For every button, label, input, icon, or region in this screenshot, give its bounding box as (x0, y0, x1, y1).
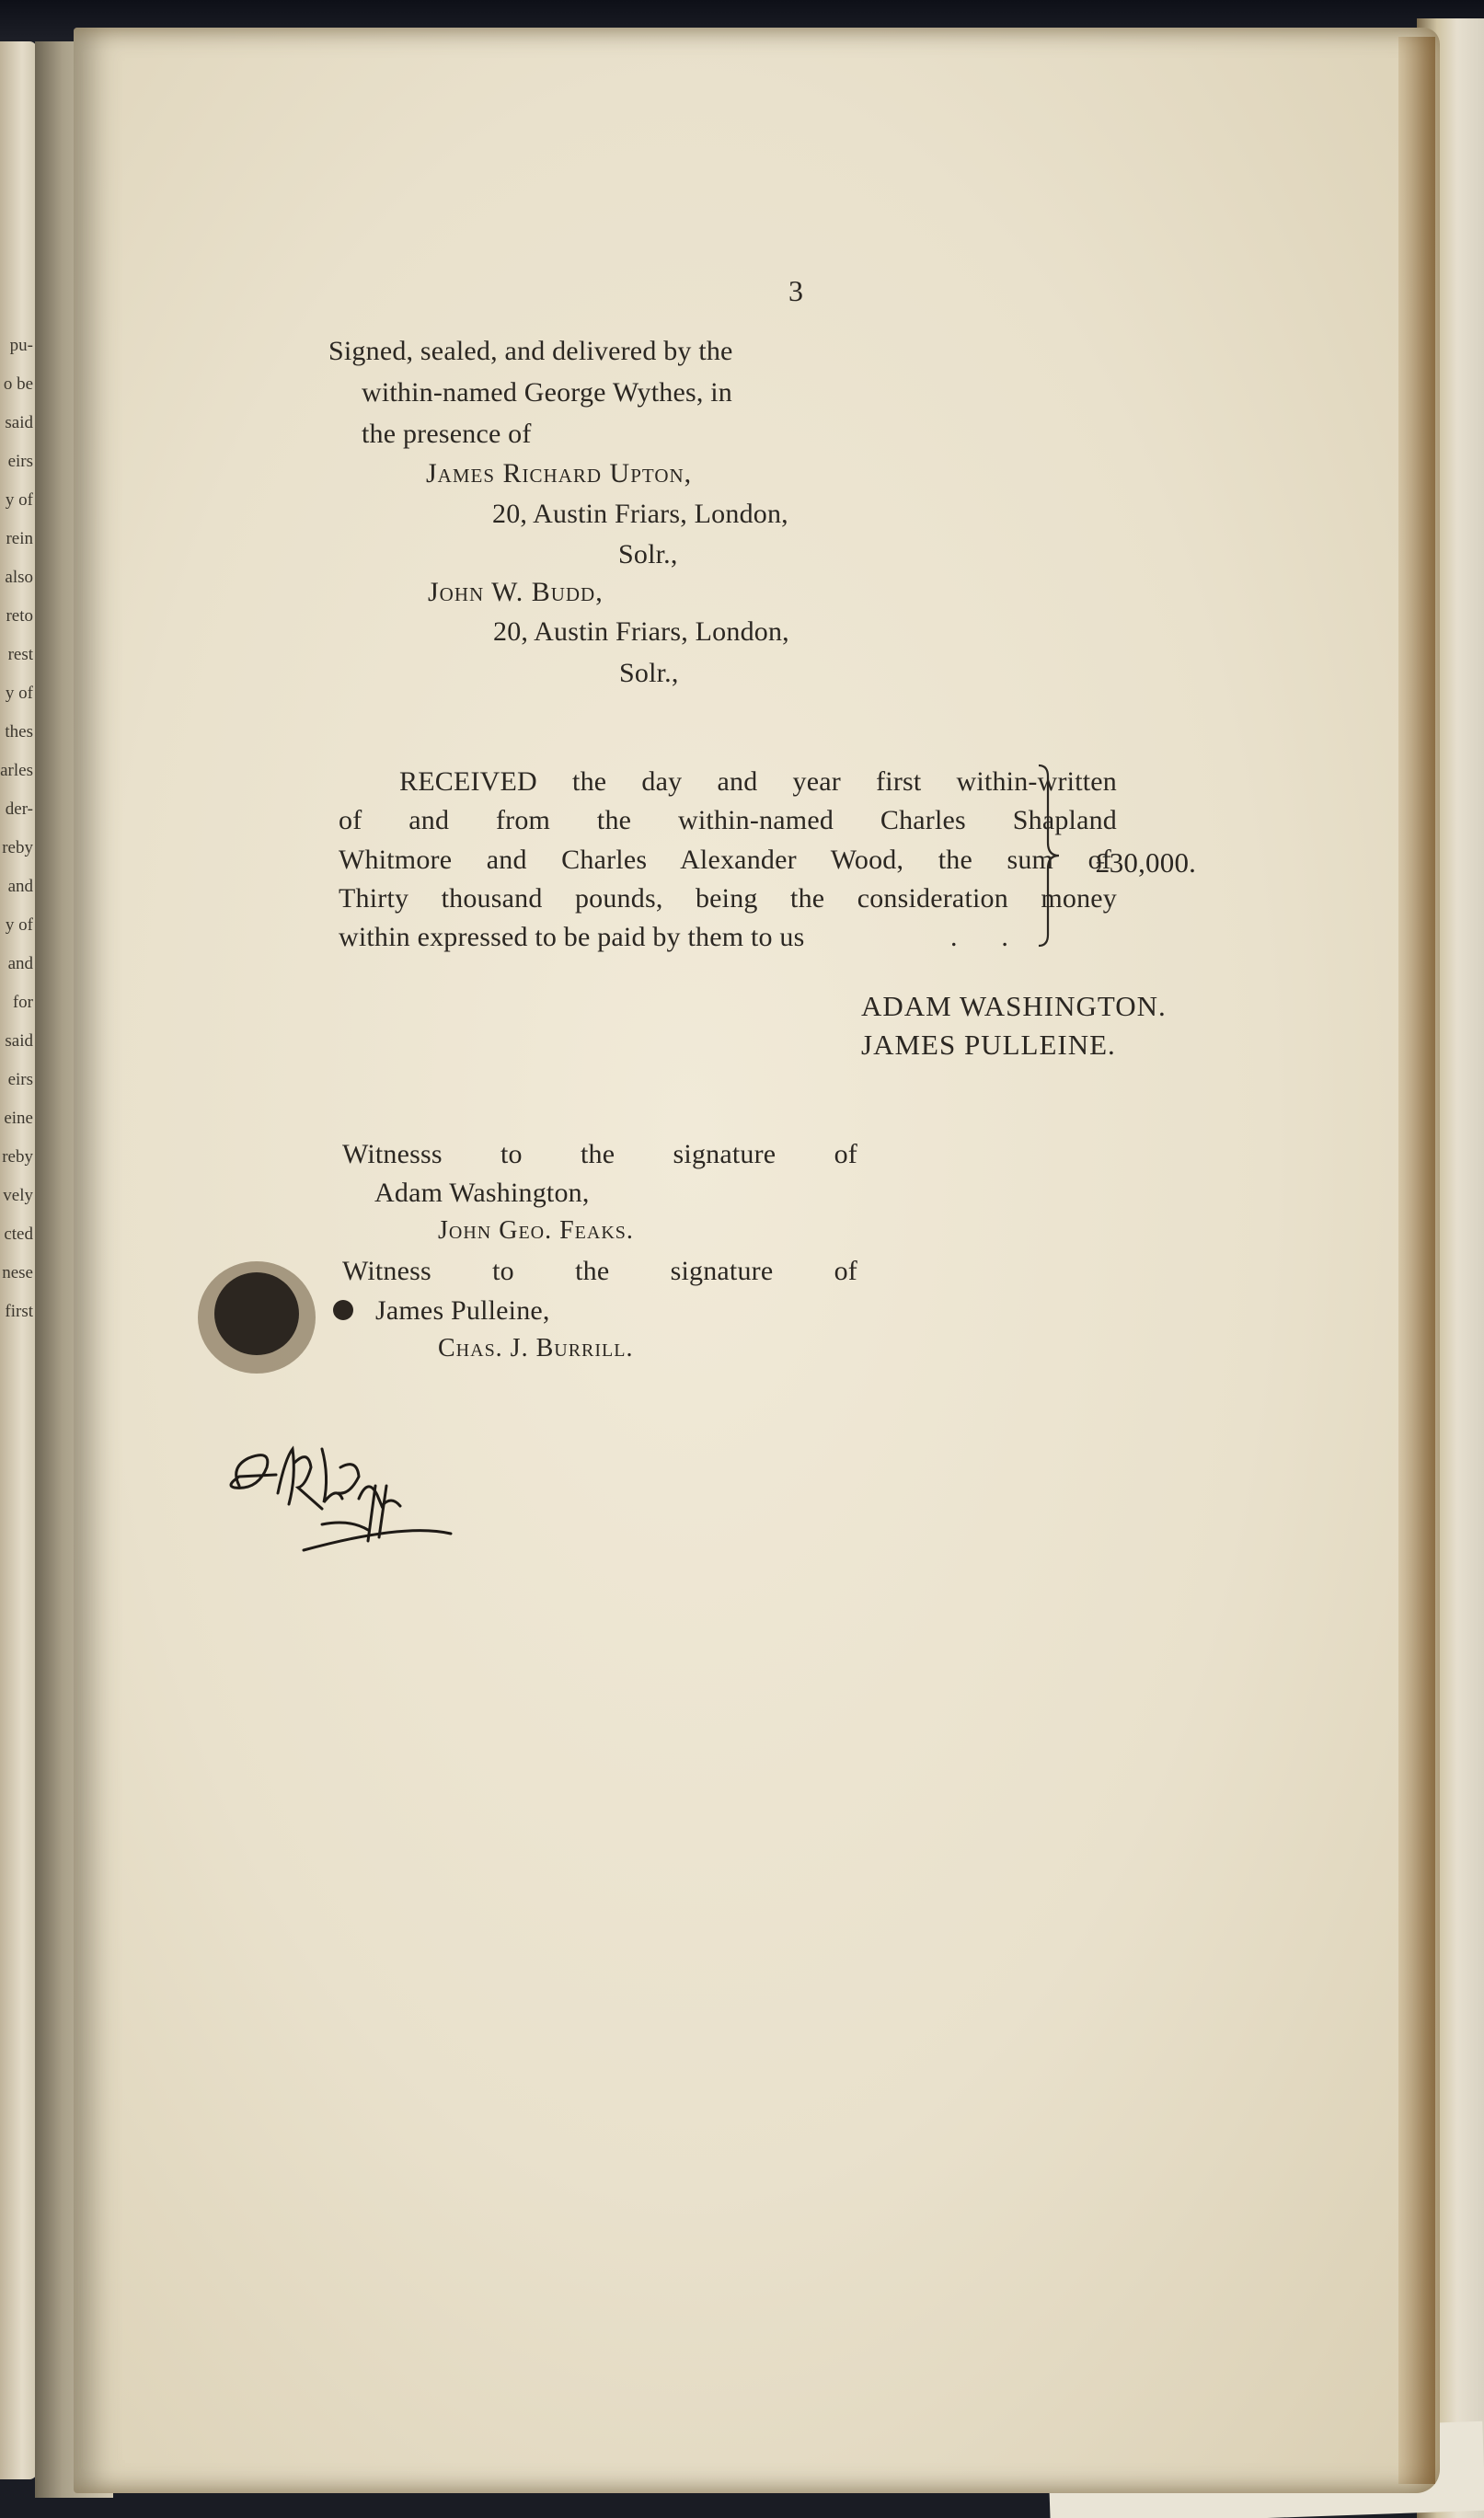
witness-1-address: 20, Austin Friars, London, (492, 499, 788, 529)
facing-page-fragment: eirs (7, 1070, 33, 1089)
facing-page-fragment: and (7, 877, 33, 896)
facing-page-fragment: first (5, 1302, 33, 1321)
signatory-2: JAMES PULLEINE. (861, 1029, 1116, 1061)
handwritten-initials (221, 1421, 460, 1587)
receipt-line-2: of and from the within-named Charles Shapland (339, 805, 1117, 835)
facing-page-fragment: thes (5, 722, 33, 742)
facing-page-fragment: o be (3, 374, 33, 394)
facing-page-fragment: rest (7, 645, 33, 664)
facing-page-fragment: reto (6, 606, 33, 626)
witness-block-line-5: James Pulleine, (375, 1295, 550, 1326)
facing-page-edge (0, 41, 37, 2479)
witness-2-address: 20, Austin Friars, London, (493, 616, 789, 647)
facing-page-fragment: reby (2, 1147, 33, 1167)
witness-block-line-6: Chas. J. Burrill. (438, 1334, 634, 1362)
ink-dot (331, 1297, 357, 1323)
page-number: 3 (788, 274, 804, 307)
receipt-line-1: RECEIVED the day and year first within-written (399, 766, 1117, 797)
signing-line-2: within-named George Wythes, in (362, 377, 733, 408)
facing-page-fragment: der- (5, 799, 33, 819)
ink-stain (196, 1259, 317, 1376)
facing-page-fragment: eirs (7, 452, 33, 471)
facing-page-fragment: for (12, 993, 33, 1012)
witness-block-line-3: John Geo. Feaks. (438, 1216, 634, 1245)
facing-page-fragment: cted (4, 1225, 33, 1244)
signing-line-1: Signed, sealed, and delivered by the (328, 336, 733, 366)
facing-page-fragment: also (5, 568, 33, 587)
facing-page-fragment: said (5, 413, 33, 432)
witness-1-title: Solr., (618, 539, 678, 569)
receipt-leader-dots: . . (950, 922, 1009, 952)
facing-page-fragment: pu- (9, 336, 33, 355)
witness-2-name: John W. Budd, (428, 577, 604, 607)
facing-page-fragment: rein (6, 529, 33, 548)
facing-page-fragment: said (5, 1031, 33, 1051)
witness-1-name: James Richard Upton, (426, 458, 693, 489)
facing-page-fragment: y of (5, 915, 33, 935)
witness-2-title: Solr., (619, 658, 679, 688)
facing-page-fragment: eine (4, 1109, 33, 1128)
witness-block-line-1: Witnesss to the signature of (342, 1139, 857, 1169)
receipt-line-5: within expressed to be paid by them to us (339, 922, 805, 952)
facing-page-fragment: y of (5, 684, 33, 703)
receipt-amount: £30,000. (1095, 846, 1197, 879)
facing-page-fragment: y of (5, 490, 33, 510)
receipt-line-3: Whitmore and Charles Alexander Wood, the sum of (339, 845, 1111, 875)
receipt-brace (1035, 764, 1063, 948)
witness-block-line-2: Adam Washington, (374, 1178, 590, 1208)
signatory-1: ADAM WASHINGTON. (861, 990, 1167, 1022)
page-binding-shadow (1398, 37, 1435, 2484)
signing-line-3: the presence of (362, 419, 532, 449)
facing-page-fragment: vely (3, 1186, 33, 1205)
facing-page-fragment: nese (2, 1263, 33, 1282)
facing-page-fragment: reby (2, 838, 33, 857)
facing-page-fragment: and (7, 954, 33, 973)
witness-block-line-4: Witness to the signature of (342, 1256, 857, 1286)
facing-page-fragment: arles (0, 761, 33, 780)
receipt-line-4: Thirty thousand pounds, being the consideration money (339, 883, 1117, 914)
